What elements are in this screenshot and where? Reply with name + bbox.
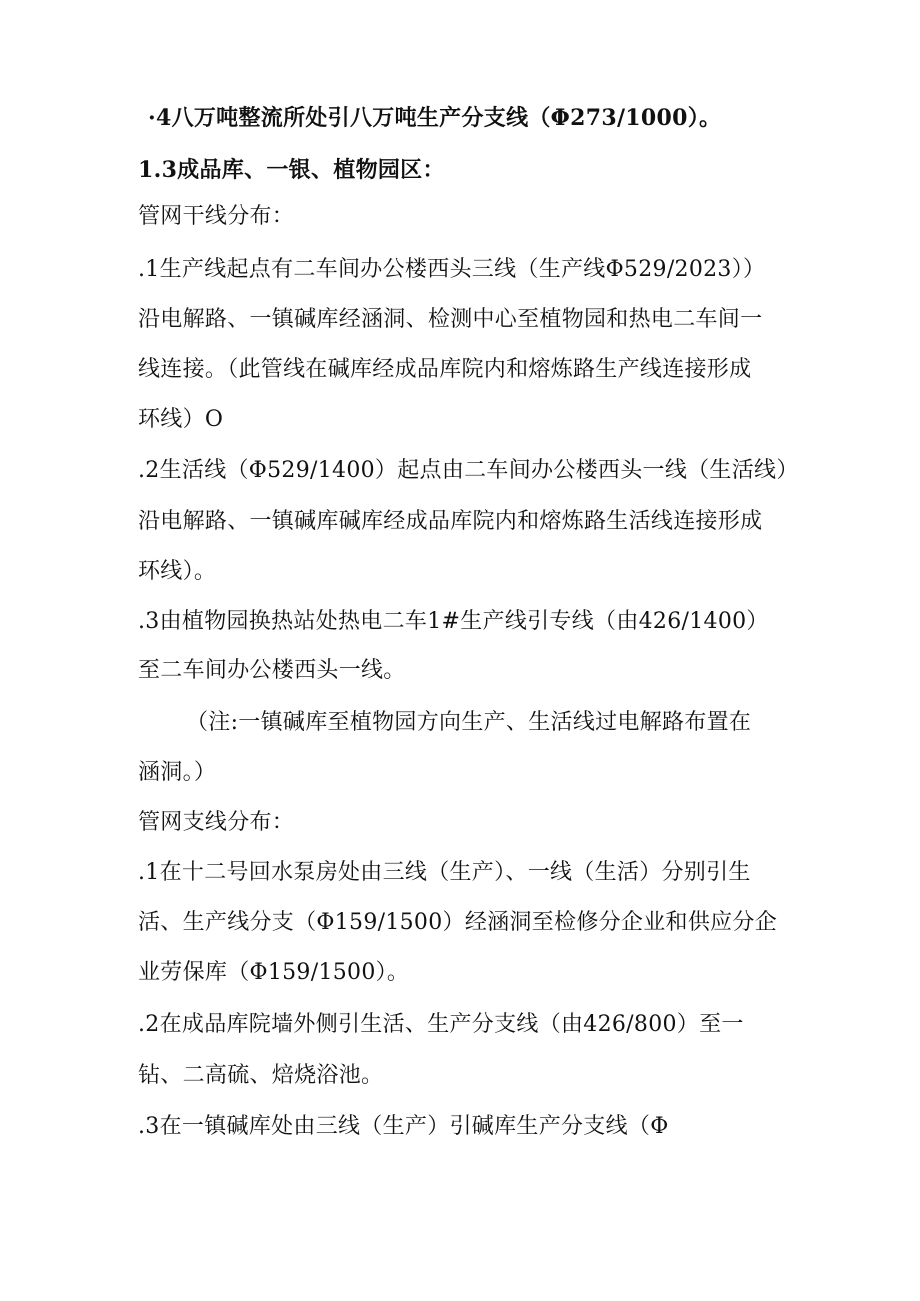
text-line-5: 沿电解路、一镇碱库经涵洞、检测中心至植物园和热电二车间一: [138, 307, 763, 332]
text-line-17: 活、生产线分支（Φ159/1500）经涵洞至检修分企业和供应分企: [138, 910, 778, 935]
text-line-19: .2在成品库院墙外侧引生活、生产分支线（由426/800）至一: [138, 1012, 744, 1037]
text-line-21: .3在一镇碱库处由三线（生产）引碱库生产分支线（Φ: [138, 1114, 669, 1139]
text-line-11: .3由植物园换热站处热电二车1#生产线引专线（由426/1400）: [138, 609, 769, 634]
text-line-6: 线连接。（此管线在碱库经成品库院内和熔炼路生产线连接形成: [138, 357, 752, 382]
note-line-1: （注:一镇碱库至植物园方向生产、生活线过电解路布置在: [186, 710, 752, 735]
text-line-20: 钻、二高硫、焙烧浴池。: [138, 1063, 384, 1088]
text-line-3: 管网干线分布：: [138, 204, 295, 229]
text-line-15: 管网支线分布：: [138, 810, 295, 835]
text-line-9: 沿电解路、一镇碱库碱库经成品库院内和熔炼路生活线连接形成: [138, 509, 763, 534]
text-line-1: ·4八万吨整流所处引八万吨生产分支线（Φ273/1000）。: [148, 105, 722, 131]
text-line-16: .1在十二号回水泵房处由三线（生产）、一线（生活）分别引生: [138, 860, 751, 885]
note-line-2: 涵洞。）: [138, 760, 217, 785]
text-line-12: 至二车间办公楼西头一线。: [138, 658, 406, 683]
text-line-10: 环线）。: [138, 559, 217, 584]
section-heading: 1.3成品库、一银、植物园区：: [138, 157, 445, 183]
text-line-4: .1生产线起点有二车间办公楼西头三线（生产线Φ529/2023））: [138, 257, 766, 282]
text-line-18: 业劳保库（Φ159/1500）。: [138, 960, 410, 985]
text-line-7: 环线）O: [138, 407, 224, 432]
text-line-8: .2生活线（Φ529/1400）起点由二车间办公楼西头一线（生活线）: [138, 458, 799, 483]
